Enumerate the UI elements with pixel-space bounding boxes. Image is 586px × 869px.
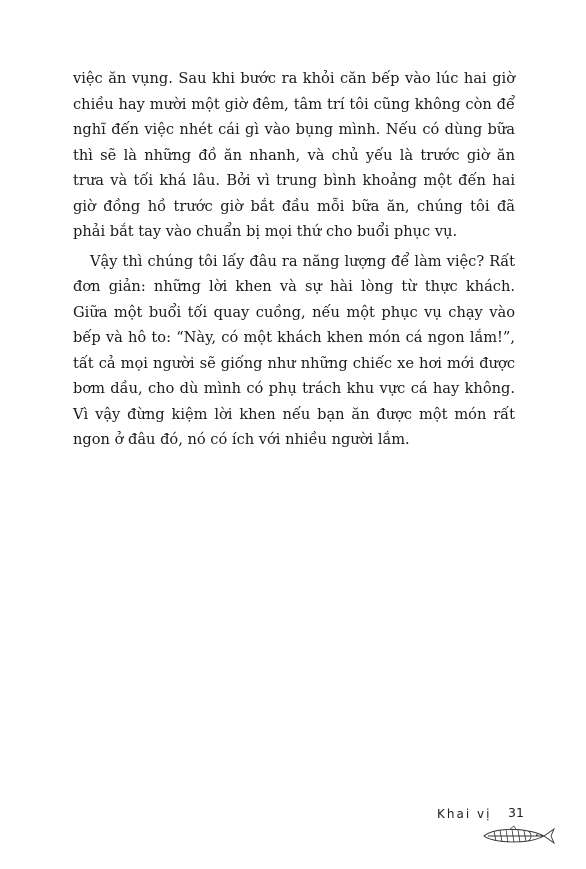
paragraph-2: Vậy thì chúng tôi lấy đâu ra năng lượng để làm việc? Rất đơn giản: những lời khen và sự hài lòng từ thực khách. Giữa một buổi tối quay cuồng, nếu một phục vụ chạy vào bếp và hô to: “Này, có một khách khen món cá ngon lắm!”, tất cả mọi người sẽ giống như những chiếc xe hơi mới được bơm dầu, cho dù mình có phụ trách khu vực cá hay không. Vì vậy đừng kiệm lời khen nếu bạn ăn được một món rất ngon ở đâu đó, nó có ích với nhiều người lắm. bbox=[73, 252, 515, 448]
fish-skeleton-icon bbox=[480, 824, 558, 846]
page-number: 31 bbox=[508, 805, 524, 820]
body-text bbox=[73, 66, 515, 453]
paragraph-1: việc ăn vụng. Sau khi bước ra khỏi căn bếp vào lúc hai giờ chiều hay mười một giờ đêm, tâm trí tôi cũng không còn để nghĩ đến việc nhét cái gì vào bụng mình. Nếu có dùng bữa thì sẽ là những đồ ăn nhanh, và chủ yếu là trước giờ ăn trưa và tối khá lâu. Bởi vì trung bình khoảng một đến hai giờ đồng hồ trước giờ bắt đầu mỗi bữa ăn, chúng tôi đã phải bắt tay vào chuẩn bị mọi thứ cho buổi phục vụ. bbox=[73, 70, 515, 240]
running-title: Khai vị bbox=[437, 807, 492, 821]
